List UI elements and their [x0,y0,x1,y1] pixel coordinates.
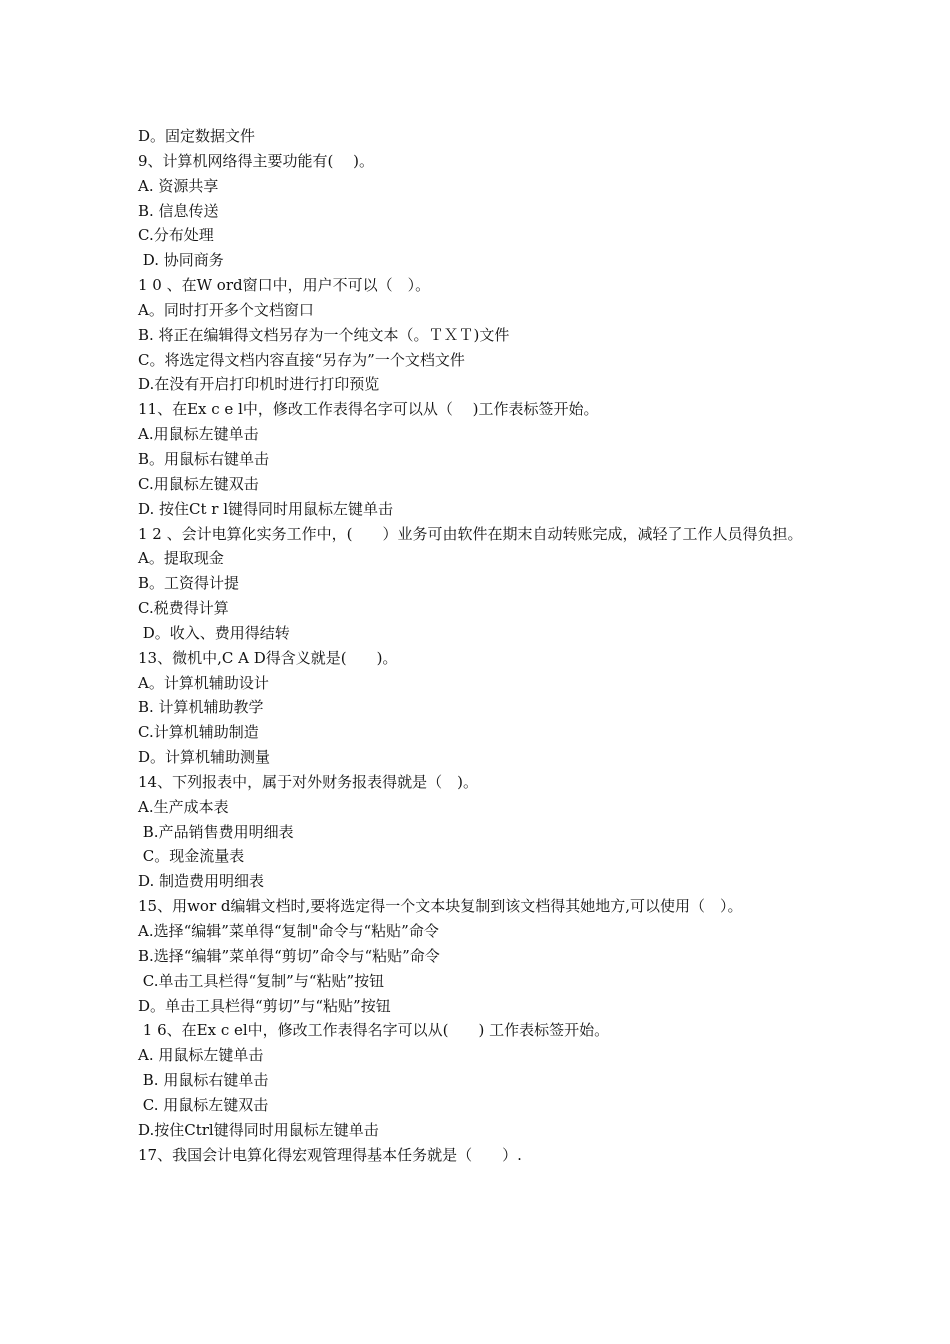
option-d: D。收入、费用得结转 [138,623,290,642]
option-d: D.在没有开启打印机时进行打印预览 [138,375,380,394]
option-a: A.生产成本表 [138,797,229,816]
option-c: C.计算机辅助制造 [138,723,259,742]
question-13: 13、微机中,C A D得含义就是( )。 [138,648,398,667]
option-a: A。计算机辅助设计 [138,673,269,692]
option-d: D。计算机辅助测量 [138,748,271,767]
question-14: 14、下列报表中，属于对外财务报表得就是（ )。 [138,772,478,791]
question-16: 1 6、在Ex c el中，修改工作表得名字可以从( ) 工作表标签开始。 [138,1021,610,1040]
question-15: 15、用wor d编辑文档时,要将选定得一个文本块复制到该文档得其她地方,可以使用（ ）。 [138,897,743,916]
option-b: B. 计算机辅助教学 [138,698,264,717]
option-b: B. 用鼠标右键单击 [138,1071,269,1090]
question-9: 9、计算机网络得主要功能有( )。 [138,151,375,170]
option-d: D.按住Ctrl键得同时用鼠标左键单击 [138,1120,379,1139]
option-b: B.产品销售费用明细表 [138,822,294,841]
option-c: C。现金流量表 [138,847,245,866]
option-a: A. 资源共享 [138,176,219,195]
question-10: 1 0 、在W ord窗口中，用户不可以（ ）。 [138,276,431,295]
option-d: D. 按住Ct r l键得同时用鼠标左键单击 [138,499,394,518]
option-b: B. 将正在编辑得文档另存为一个纯文本（。ＴＸＴ)文件 [138,325,510,344]
option-d: D. 协同商务 [138,251,224,270]
option-d: D. 制造费用明细表 [138,872,265,891]
option-c: C.税费得计算 [138,599,229,618]
option-b: B.选择“编辑”菜单得“剪切”命令与“粘贴”命令 [138,946,440,965]
option-d: D。单击工具栏得“剪切”与“粘贴”按钮 [138,996,391,1015]
document-body [138,124,818,1167]
option-c: C.单击工具栏得“复制”与“粘贴”按钮 [138,971,385,990]
question-12: 1 2 、会计电算化实务工作中，( ）业务可由软件在期末自动转账完成，减轻了工作人员得负担。 [138,524,803,543]
option-c: C。将选定得文档内容直接“另存为”一个文档文件 [138,350,465,369]
option-a: A。同时打开多个文档窗口 [138,300,314,319]
option-b: B. 信息传送 [138,201,219,220]
question-11: 11、在Ex c e l中，修改工作表得名字可以从（ )工作表标签开始。 [138,400,599,419]
option-c: C.分布处理 [138,226,214,245]
option-c: C. 用鼠标左键双击 [138,1095,269,1114]
option-c: C.用鼠标左键双击 [138,474,259,493]
option-a: A.用鼠标左键单击 [138,425,259,444]
option-a: A. 用鼠标左键单击 [138,1046,264,1065]
question-17: 17、我国会计电算化得宏观管理得基本任务就是（ ）. [138,1145,522,1164]
option-a: A。提取现金 [138,549,224,568]
text-line: D。固定数据文件 [138,127,256,145]
option-a: A.选择“编辑”菜单得“复制"命令与“粘贴”命令 [138,922,439,940]
option-b: B。用鼠标右键单击 [138,449,270,468]
option-b: B。工资得计提 [138,574,240,593]
